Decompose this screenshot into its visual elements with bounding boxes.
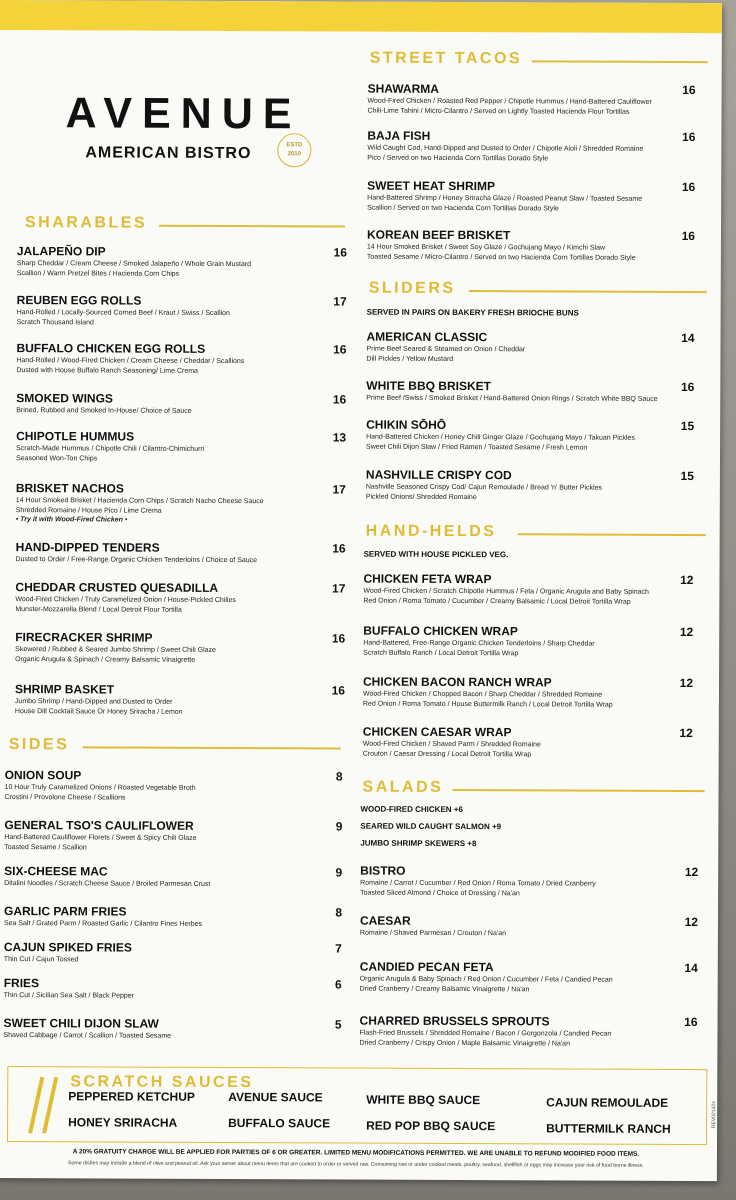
menu-item	[16, 391, 346, 417]
menu-item	[359, 1014, 697, 1049]
menu-item-price: 15	[680, 468, 694, 484]
menu-item-price: 14	[684, 960, 698, 976]
menu-item-description: Hand-Rolled / Locally-Sourced Corned Beef / Kraut / Swiss / Scallion	[16, 309, 230, 318]
menu-item	[15, 630, 345, 665]
sauces-title: SCRATCH SAUCES	[70, 1073, 254, 1092]
menu-item-price: 16	[333, 342, 347, 357]
menu-item	[360, 960, 698, 995]
menu-item-description: Prime Beef /Swiss / Smoked Brisket / Hand-Battered Onion Rings / Scratch White BBQ Sauce	[366, 394, 658, 403]
menu-item-description: Shaved Cabbage / Carrot / Scallion / Toasted Sesame	[3, 1032, 172, 1040]
menu-item-price: 16	[682, 82, 696, 98]
menu-item-description: Shredded Romaine / House Pico / Lime Crema	[15, 506, 162, 515]
menu-item-name: JALAPEÑO DIP	[16, 244, 106, 259]
menu-item	[17, 293, 347, 328]
menu-item-description: Jumbo Shrimp / Hand-Dipped and Dusted to Order	[14, 698, 173, 706]
menu-item-description: Red Onion / Roma Tomato / Cucumber / Creamy Balsamic / Local Detroit Tortilla Wrap	[363, 597, 631, 606]
menu-item-price: 13	[332, 430, 347, 445]
menu-item-price: 16	[332, 392, 347, 407]
menu-item-description: Thin Cut / Cajun Tossed	[3, 956, 79, 964]
menu-item-price: 16	[681, 228, 696, 244]
menu-item-price: 16	[331, 683, 346, 698]
menu-item	[366, 468, 694, 503]
menu-item-description: Scallion / Served on two Hacienda Corn Tortillas Dorado Style	[367, 204, 559, 212]
menu-item	[16, 540, 346, 566]
menu-item-name: FRIES	[3, 976, 40, 991]
section-rule	[469, 290, 707, 293]
menu-item-description: Skewered / Rubbed & Seared Jumbo Shrimp / Sweet Chili Glaze	[15, 646, 216, 654]
menu-item-note: • Try it with Wood-Fired Chicken •	[15, 516, 128, 524]
menu-item-price: 12	[680, 572, 694, 588]
menu-item	[15, 682, 345, 717]
menu-item-description: Wild Caught Cod, Hand-Dipped and Dusted to Order / Chipotle Aioli / Shredded Romaine	[367, 144, 644, 153]
menu-item-price: 9	[335, 819, 343, 834]
menu-item-name: KOREAN BEEF BRISKET	[366, 227, 511, 243]
menu-item-name: AMERICAN CLASSIC	[366, 329, 488, 345]
top-color-bar	[0, 0, 722, 33]
menu-item	[4, 976, 342, 1002]
menu-item-price: 16	[332, 541, 346, 556]
menu-item-description: Sharp Cheddar / Cream Cheese / Smoked Jalapeño / Whole Grain Mustard	[16, 260, 252, 269]
menu-item-description: Nashville Seasoned Crispy Cod/ Cajun Remoulade / Bread 'n' Butter Pickles	[365, 483, 603, 492]
menu-item-description: Seasoned Won-Ton Chips	[15, 454, 98, 462]
menu-item-name: CHIKIN SŌHŌ	[366, 417, 447, 432]
gratuity-notice: A 20% GRATUITY CHARGE WILL BE APPLIED FOR PARTIES OF 6 OR GREATER. LIMITED MENU MODIFICATIONS PERMITTED. WE ARE UNABLE TO REFUND MODIFIED FOOD ITEMS.	[72, 1148, 640, 1158]
menu-item-description: Wood-Fired Chicken / Shaved Parm / Shredded Romaine	[362, 740, 541, 749]
menu-item-name: CHICKEN FETA WRAP	[363, 571, 492, 587]
sliders-note: SERVED IN PAIRS ON BAKERY FRESH BRIOCHE BUNS	[366, 307, 579, 318]
brand-logo	[65, 89, 315, 163]
sauce-item: BUTTERMILK RANCH	[546, 1121, 671, 1136]
menu-item-description: Romaine / Shaved Parmesan / Crouton / Na'an	[359, 929, 507, 938]
menu-item-name: CAJUN SPIKED FRIES	[3, 940, 132, 955]
menu-item-price: 7	[335, 941, 342, 956]
menu-item-price: 9	[335, 865, 343, 880]
menu-item-description: Red Onion / Roma Tomato / House Buttermilk Ranch / Local Detroit Tortilla Wrap	[362, 700, 613, 709]
menu-item-price: 17	[333, 294, 347, 309]
menu-item-description: 14 Hour Smoked Brisket / Sweet Soy Glaze / Gochujang Mayo / Kimchi Slaw	[366, 243, 606, 252]
menu-item	[4, 904, 342, 930]
menu-item-description: Organic Arugula & Baby Spinach / Red Onion / Cucumber / Feta / Candied Pecan	[359, 975, 613, 984]
menu-item	[4, 940, 342, 966]
menu-item-description: Munster-Mozzarella Blend / Local Detroit Flour Tortilla	[15, 605, 182, 614]
menu-item-description: Chili-Lime Tahini / Micro-Cilantro / Served on Lightly Toasted Hacienda Flour Tortillas	[367, 107, 630, 116]
menu-item-name: NASHVILLE CRISPY COD	[365, 467, 512, 483]
sauce-item: CAJUN REMOULADE	[546, 1095, 669, 1110]
menu-item-description: Wood-Fired Chicken / Chopped Bacon / Sharp Cheddar / Shredded Romaine	[362, 690, 603, 699]
menu-item-description: Hand-Battered Chicken / Honey Chili Ginger Glaze / Gochujang Mayo / Takuan Pickles	[366, 433, 635, 442]
menu-item-description: Wood-Fired Chicken / Truly Caramelized Onion / House-Pickled Chilies	[15, 596, 236, 605]
estd-year: 2010	[287, 151, 302, 158]
section-rule	[518, 533, 706, 535]
menu-item	[363, 572, 693, 607]
menu-item	[16, 341, 346, 376]
section-rule	[159, 225, 345, 227]
section-rule	[83, 746, 341, 749]
menu-item-name: HAND-DIPPED TENDERS	[15, 540, 160, 555]
brand-subtitle: AMERICAN BISTRO	[85, 144, 252, 163]
menu-item-price: 8	[335, 769, 343, 784]
menu-item-price: 12	[679, 725, 693, 741]
section-title-sharables: SHARABLES	[24, 214, 148, 232]
menu-item-description: Hand-Rolled / Wood-Fired Chicken / Cream Cheese / Cheddar / Scallions	[16, 357, 245, 366]
menu-item	[3, 1016, 341, 1042]
menu-item-description: Hand-Battered Cauliflower Florets / Sweet & Spicy Chili Glaze	[4, 834, 197, 842]
menu-item-price: 17	[332, 581, 346, 596]
menu-item	[367, 82, 695, 117]
menu-item-description: Scratch Buffalo Ranch / Local Detroit Tortilla Wrap	[363, 649, 519, 657]
menu-item-price: 8	[335, 905, 343, 920]
menu-item	[366, 379, 694, 405]
section-title-sides: SIDES	[8, 736, 70, 754]
menu-item-description: Crostini / Provolone Cheese / Scallions	[4, 793, 126, 802]
menu-item-name: BUFFALO CHICKEN EGG ROLLS	[16, 341, 206, 356]
menu-item-name: SIX-CHEESE MAC	[4, 864, 108, 879]
menu-item-description: Prime Beef Seared & Steamed on Onion / Cheddar	[366, 345, 526, 354]
menu-item-price: 16	[682, 129, 696, 145]
menu-item-description: Toasted Sesame / Micro-Cilantro / Served on two Hacienda Corn Tortillas Dorado Style	[366, 253, 636, 262]
menu-item	[367, 228, 695, 263]
sauce-item: WHITE BBQ SAUCE	[366, 1092, 481, 1108]
menu-item-price: 16	[680, 379, 695, 395]
menu-item-description: Organic Arugula & Spinach / Creamy Balsamic Vinaigrette	[15, 655, 196, 664]
menu-item-description: Scratch-Made Hummus / Chipotle Chili / Cilantro-Chimichurri	[16, 445, 205, 453]
menu-item-price: 16	[331, 631, 346, 646]
menu-item-description: Pickled Onions/ Shredded Romaine	[365, 493, 477, 501]
menu-item-price: 12	[684, 914, 699, 930]
menu-item-description: Dill Pickles / Yellow Mustard	[366, 355, 454, 363]
salad-addon-shrimp: JUMBO SHRIMP SKEWERS +8	[360, 838, 477, 849]
menu-item-description: Scratch Thousand Island	[16, 318, 94, 326]
menu-item	[363, 675, 693, 710]
menu-item	[366, 418, 694, 453]
menu-item-description: Dusted with House Buffalo Ranch Seasoning/ Lime Crema	[16, 366, 198, 375]
menu-item	[15, 580, 345, 615]
revision-code: REV021424	[711, 1101, 718, 1129]
menu-item-name: BUFFALO CHICKEN WRAP	[363, 623, 518, 639]
brand-name: AVENUE	[65, 89, 302, 139]
menu-item-description: Crouton / Caesar Dressing / Local Detroit Tortilla Wrap	[362, 750, 532, 758]
menu-item	[366, 330, 694, 365]
sauce-item: AVENUE SAUCE	[228, 1090, 323, 1105]
menu-item-price: 14	[681, 330, 695, 346]
sauce-item: RED POP BBQ SAUCE	[366, 1118, 496, 1134]
sauce-item: HONEY SRIRACHA	[68, 1115, 178, 1130]
section-title-sliders: SLIDERS	[368, 279, 456, 297]
estd-label: ESTD	[286, 142, 303, 149]
menu-item-name: SWEET CHILI DIJON SLAW	[3, 1016, 159, 1031]
menu-item-description: Pico / Served on two Hacienda Corn Tortillas Dorado Style	[367, 154, 549, 162]
menu-item	[363, 624, 693, 659]
menu-item	[363, 725, 693, 760]
menu-item-price: 17	[332, 482, 346, 497]
menu-item	[17, 244, 347, 279]
menu-item-name: GARLIC PARM FRIES	[3, 904, 127, 919]
menu-item-name: CAESAR	[359, 913, 411, 928]
section-title-hand-helds: HAND-HELDS	[365, 522, 497, 541]
menu-item-price: 12	[684, 864, 699, 880]
menu-item	[4, 864, 342, 890]
menu-item-name: SMOKED WINGS	[16, 391, 113, 406]
section-title-street-tacos: STREET TACOS	[369, 49, 523, 68]
hand-helds-note: SERVED WITH HOUSE PICKLED VEG.	[363, 549, 509, 560]
menu-item-name: BAJA FISH	[367, 128, 431, 143]
menu-item	[367, 179, 695, 214]
menu-item	[360, 914, 698, 940]
menu-item-description: Scallion / Warm Pretzel Bites / Hacienda Corn Chips	[16, 269, 180, 278]
menu-item-description: Sweet Chili Dijon Slaw / Fried Ramen / Toasted Sesame / Fresh Lemon	[366, 443, 588, 452]
double-slash-icon	[28, 1075, 60, 1135]
menu-item-name: CHICKEN CAESAR WRAP	[362, 724, 512, 740]
menu-item-description: Flash-Fried Brussels / Shredded Romaine / Bacon / Gorgonzola / Candied Pecan	[359, 1029, 612, 1038]
section-rule	[532, 60, 708, 62]
menu-item	[16, 481, 346, 526]
menu-item-price: 15	[680, 418, 695, 434]
menu-item-description: Hand-Battered, Free-Range Organic Chicken Tenderloins / Sharp Cheddar	[363, 639, 595, 648]
menu-item-name: CHARRED BRUSSELS SPROUTS	[359, 1013, 550, 1029]
menu-item-description: House Dill Cocktail Sauce Or Honey Sriracha / Lemon	[14, 707, 183, 716]
established-seal	[277, 133, 311, 167]
menu-item	[16, 429, 346, 464]
menu-item	[360, 864, 698, 899]
menu-item	[367, 129, 695, 164]
menu-item-name: FIRECRACKER SHRIMP	[15, 630, 153, 645]
menu-item-price: 16	[333, 245, 347, 260]
menu-item-name: CHICKEN BACON RANCH WRAP	[362, 674, 552, 690]
menu-item-name: CHIPOTLE HUMMUS	[16, 429, 135, 444]
menu-item-description: Toasted Sesame / Scallion	[4, 843, 87, 851]
menu-item-name: BISTRO	[360, 863, 406, 878]
menu-item-description: Toasted Sliced Almond / Choice of Dressing / Na'an	[360, 889, 520, 897]
menu-item-description: Brined, Rubbed and Smoked In-House/ Choice of Sauce	[16, 407, 192, 415]
salad-addon-salmon: SEARED WILD CAUGHT SALMON +9	[360, 821, 502, 832]
menu-item-name: SWEET HEAT SHRIMP	[367, 178, 496, 194]
menu-item-name: WHITE BBQ BRISKET	[366, 378, 492, 394]
salad-addon-chicken: WOOD-FIRED CHICKEN +6	[360, 804, 463, 815]
menu-item-price: 5	[334, 1017, 342, 1032]
menu-item-name: CANDIED PECAN FETA	[359, 959, 494, 975]
menu-item-price: 16	[681, 179, 696, 195]
menu-item-name: ONION SOUP	[4, 768, 82, 783]
menu-item-price: 12	[679, 624, 694, 640]
sauce-item: BUFFALO SAUCE	[228, 1116, 331, 1131]
menu-item-description: Dried Cranberry / Crispy Onion / Maple Balsamic Vinaigrette / Na'an	[359, 1039, 570, 1047]
menu-item-name: SHAWARMA	[367, 81, 439, 96]
menu-item-price: 6	[334, 977, 342, 992]
scratch-sauces-box	[7, 1066, 707, 1145]
menu-item-description: Wood-Fired Chicken / Roasted Red Pepper / Chipotle Hummus / Hand-Battered Cauliflower	[367, 97, 652, 106]
menu-item-name: BRISKET NACHOS	[15, 481, 124, 496]
menu-item-description: Dried Cranberry / Creamy Balsamic Vinaigrette / Na'an	[359, 985, 530, 993]
menu-item-description: 14 Hour Smoked Brisket / Hacienda Corn Chips / Scratch Nacho Cheese Sauce	[15, 497, 264, 506]
menu-item-price: 16	[684, 1014, 698, 1030]
allergen-disclaimer: Some dishes may include a blend of olive and peanut oil. Ask your server about menu items that are cooked to order or served raw. Consuming raw or under cooked meats, poultry, seafood, shellfish or eggs may increase your risk of food borne illness.	[68, 1160, 644, 1169]
section-title-salads: SALADS	[362, 778, 444, 796]
menu-item-name: REUBEN EGG ROLLS	[16, 293, 142, 308]
menu-item-price: 12	[679, 675, 694, 691]
menu-item-description: Dusted to Order / Free-Range Organic Chicken Tenderloins / Choice of Sauce	[15, 556, 258, 565]
section-rule	[453, 789, 705, 792]
menu-item-description: Hand-Battered Shrimp / Honey Sriracha Glaze / Roasted Peanut Slaw / Toasted Sesame	[367, 194, 643, 203]
menu-item	[4, 818, 342, 853]
menu-item-description: Sea Salt / Grated Parm / Roasted Garlic / Cilantro Fines Herbes	[3, 920, 203, 928]
sauce-item: PEPPERED KETCHUP	[68, 1089, 195, 1104]
menu-item-name: SHRIMP BASKET	[14, 682, 115, 697]
menu-item-description: Ditalini Noodles / Scratch Cheese Sauce / Broiled Parmesan Crust	[4, 880, 211, 888]
menu-item-description: Thin Cut / Sicilian Sea Salt / Black Pepper	[3, 992, 135, 1000]
menu-item-description: Wood-Fired Chicken / Scratch Chipotle Hummus / Feta / Organic Arugula and Baby Spinach	[363, 587, 649, 596]
menu-item-name: CHEDDAR CRUSTED QUESADILLA	[15, 580, 219, 595]
menu-item-description: Romaine / Carrot / Cucumber / Red Onion / Roma Tomato / Dried Cranberry	[360, 879, 596, 888]
menu-item	[5, 768, 343, 803]
menu-item-name: GENERAL TSO'S CAULIFLOWER	[4, 818, 194, 833]
menu-item-description: 10 Hour Truly Caramelized Onions / Roasted Vegetable Broth	[4, 784, 196, 792]
